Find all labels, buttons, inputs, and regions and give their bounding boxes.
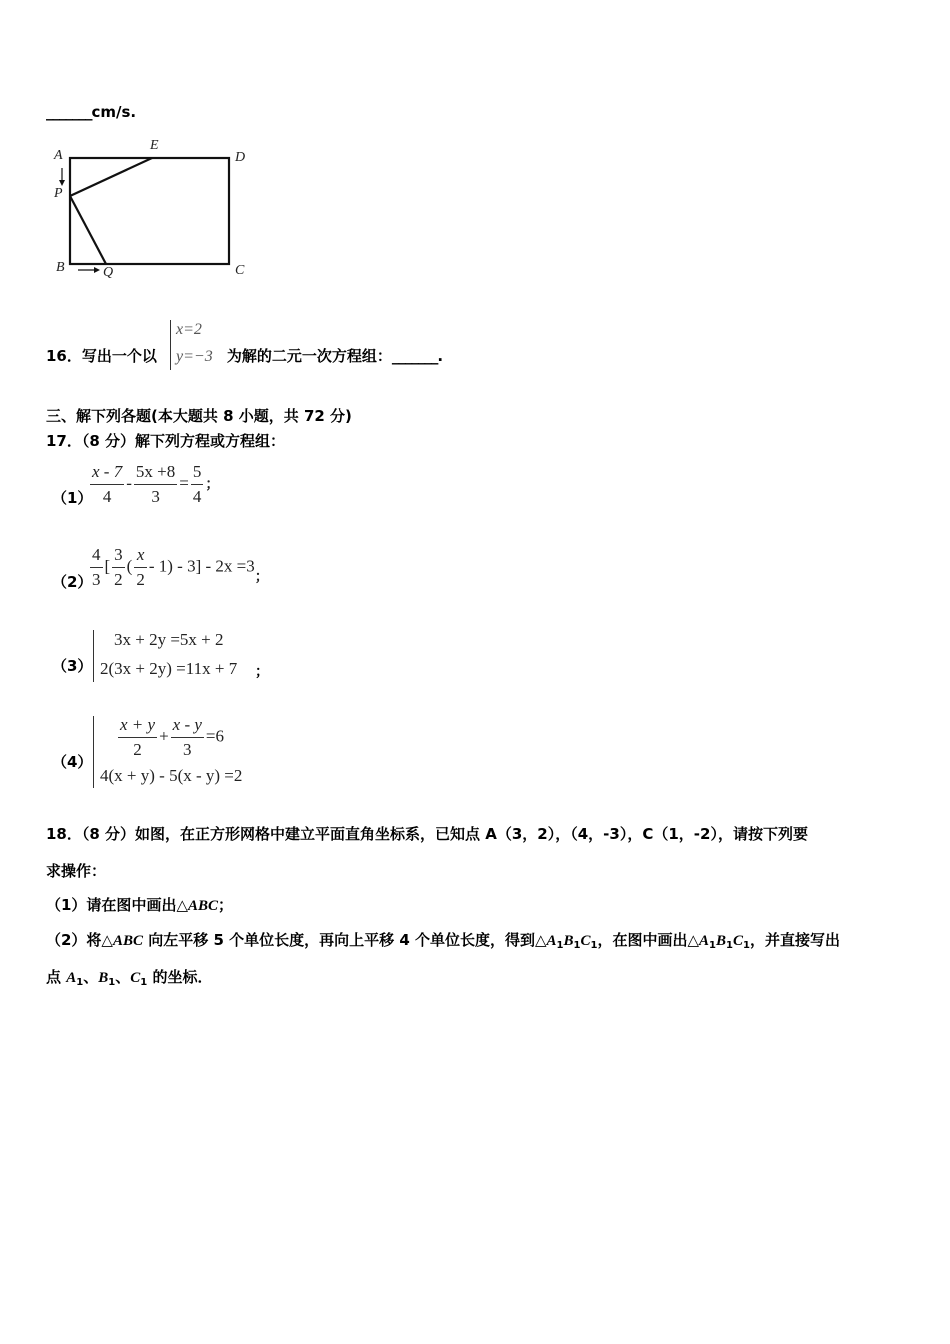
q18-line4 xyxy=(46,929,840,951)
q15-answer-line xyxy=(46,103,136,121)
q17-p4-frac-b xyxy=(171,713,204,762)
q17-p2-frac-b xyxy=(112,543,125,592)
q16-line xyxy=(46,345,443,366)
q16-brace xyxy=(170,320,171,370)
q18-line5-end: 的坐标． xyxy=(147,968,213,986)
q17-p3-label: （3） xyxy=(52,657,93,675)
label-a: A xyxy=(54,148,63,163)
q15-answer-blank[interactable]: _______ xyxy=(46,103,92,121)
q18-line4-a1: A xyxy=(546,933,557,949)
q17-p1-c-num: 5 xyxy=(191,460,204,485)
q17-p2-c-den: 2 xyxy=(136,570,145,589)
q18-line4-c1: C xyxy=(580,933,591,949)
q17-p4-frac-a xyxy=(118,713,157,762)
q18-line2: 求操作： xyxy=(46,862,107,880)
rectangle-figure xyxy=(48,138,258,286)
rectangle-figure-svg xyxy=(48,138,258,286)
q18-line3-end: ； xyxy=(218,896,234,914)
q17-p1-minus: - xyxy=(126,473,132,493)
q17-p4-eq: =6 xyxy=(205,726,225,746)
segment-pe xyxy=(70,158,152,196)
q17-p1-frac-a xyxy=(90,460,124,509)
q18-line4-b1b-sub: 1 xyxy=(726,940,733,951)
q17-p3-end: ； xyxy=(255,664,269,680)
label-d: D xyxy=(235,150,246,165)
q16-suffix: 为解的二元一次方程组： xyxy=(226,347,392,365)
q17-p1-equation xyxy=(88,460,219,509)
q18-line5-a: 点 xyxy=(46,968,67,986)
q18-line1: 18．（8 分）如图，在正方形网格中建立平面直角坐标系，已知点 A（3，2），（4，-3），C（1，-2），请按下列要 xyxy=(46,825,808,843)
q17-p2-label: （2） xyxy=(52,573,93,591)
q16-eq1: x=2 xyxy=(176,321,202,338)
q17-p1-a-num: x - 7 xyxy=(90,460,124,485)
q17-p4-a-num: x + y xyxy=(118,713,157,738)
arrow-right-head xyxy=(94,267,100,273)
q18-line5-b1: B xyxy=(98,970,109,986)
q17-p4-eq1 xyxy=(116,713,224,762)
q17-p2-frac-c xyxy=(134,543,147,592)
q18-line5-c1: C xyxy=(130,970,141,986)
q17-p2-b-den: 2 xyxy=(114,570,123,589)
q18-line4-a1b-sub: 1 xyxy=(709,940,717,951)
q18-line4-a1-sub: 1 xyxy=(556,940,564,951)
q17-p2-a-num: 4 xyxy=(90,543,103,568)
q17-p4-label: （4） xyxy=(52,753,93,771)
label-q: Q xyxy=(103,265,114,280)
q17-p3-eq2: 2(3x + 2y) =11x + 7 xyxy=(100,659,238,678)
q18-line4-c: ，在图中画出△ xyxy=(597,931,700,949)
q18-line4-b1: B xyxy=(563,933,574,949)
q17-p1-eq: = xyxy=(179,473,189,493)
rectangle-abcd xyxy=(70,158,229,264)
label-b: B xyxy=(56,260,65,275)
q16-prefix: 写出一个以 xyxy=(81,347,157,365)
q17-p2-end: ； xyxy=(254,570,269,586)
q17-p4-eq2: 4(x + y) - 5(x - y) =2 xyxy=(100,766,243,785)
q18-line4-c1b-sub: 1 xyxy=(743,940,750,951)
q17-p3-eq1: 3x + 2y =5x + 2 xyxy=(114,630,224,649)
q17-p2-b-num: 3 xyxy=(112,543,125,568)
label-p: P xyxy=(54,186,63,201)
q18-line4-a: （2）将△ xyxy=(46,931,113,949)
q18-line3-abc: ABC xyxy=(187,898,218,914)
q17-p1-c-den: 4 xyxy=(192,487,202,506)
q17-p2-frac-a xyxy=(90,543,103,592)
q18-line4-a1b: A xyxy=(699,933,710,949)
label-c: C xyxy=(235,263,245,278)
q18-line5-a1: A xyxy=(66,970,77,986)
q18-line5-a1-sub: 1 xyxy=(76,977,84,988)
q17-p4-b-num: x - y xyxy=(171,713,204,738)
q18-line5-sep1: 、 xyxy=(83,968,99,986)
q17-p4-plus: + xyxy=(159,726,169,746)
q17-p3-brace xyxy=(93,630,94,682)
q18-line4-abc: ABC xyxy=(112,933,143,949)
section3-title: 三、解下列各题(本大题共 8 小题，共 72 分) xyxy=(46,407,352,425)
q18-line4-c1-sub: 1 xyxy=(590,940,598,951)
q18-line3-pre: （1）请在图中画出△ xyxy=(46,896,188,914)
q17-p1-frac-c xyxy=(191,460,204,509)
q18-line3 xyxy=(46,894,233,915)
q15-unit: cm/s. xyxy=(91,103,137,121)
q17-p2-c-num: x xyxy=(134,543,147,568)
q17-p4-a-den: 2 xyxy=(133,740,142,759)
q17-p2-open2: ( xyxy=(126,556,133,576)
q17-p1-b-den: 3 xyxy=(151,487,160,506)
q18-line5 xyxy=(46,966,212,988)
q17-p4-brace xyxy=(93,716,94,788)
q17-p1-b-num: 5x +8 xyxy=(134,460,177,485)
label-e: E xyxy=(150,138,159,153)
segment-pq xyxy=(70,196,106,264)
q18-line4-b1-sub: 1 xyxy=(573,940,581,951)
q18-line5-sep2: 、 xyxy=(115,968,131,986)
q18-line4-b: 向左平移 5 个单位长度，再向上平移 4 个单位长度，得到△ xyxy=(143,931,547,949)
q16-blank[interactable]: _______ xyxy=(391,347,438,365)
q18-line4-b1b: B xyxy=(716,933,727,949)
q18-line5-b1-sub: 1 xyxy=(108,977,116,988)
q18-line4-d: ，并直接写出 xyxy=(749,931,840,949)
q17-p1-a-den: 4 xyxy=(102,487,112,506)
q16-end: . xyxy=(437,347,444,365)
q18-line5-c1-sub: 1 xyxy=(140,977,148,988)
q17-p1-frac-b xyxy=(134,460,177,509)
q17-p1-end: ； xyxy=(205,477,220,493)
q17-p2-equation xyxy=(88,543,269,592)
q17-header: 17．（8 分）解下列方程或方程组： xyxy=(46,432,286,450)
q17-p2-a-den: 3 xyxy=(92,570,101,589)
q16-number: 16． xyxy=(46,347,82,365)
q17-p1-label: （1） xyxy=(52,489,93,507)
q18-line4-c1b: C xyxy=(733,933,744,949)
q17-p2-rest: - 1) - 3] - 2x =3 xyxy=(148,556,255,576)
q16-eq2: y=−3 xyxy=(176,348,213,365)
q17-p4-b-den: 3 xyxy=(183,740,192,759)
q17-p2-open1: [ xyxy=(104,556,111,576)
